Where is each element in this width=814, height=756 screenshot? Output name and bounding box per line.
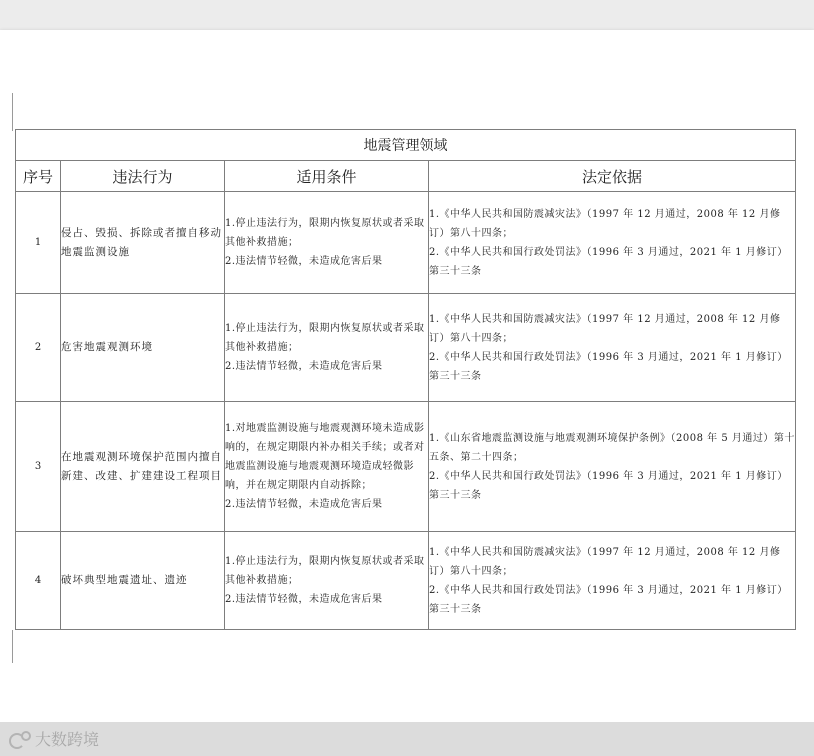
watermark-text: 大数跨境 [35, 730, 100, 749]
condition-line: 1.停止违法行为，限期内恢复原状或者采取其他补救措施； [225, 218, 425, 248]
row-violation: 侵占、毁损、拆除或者擅自移动地震监测设施 [61, 192, 225, 294]
row-violation: 在地震观测环境保护范围内擅自新建、改建、扩建建设工程项目 [61, 402, 225, 532]
header-condition: 适用条件 [225, 161, 429, 192]
header-basis: 法定依据 [429, 161, 796, 192]
row-violation: 破坏典型地震遗址、遗迹 [61, 532, 225, 630]
row-condition [225, 192, 429, 294]
condition-line: 1.停止违法行为，限期内恢复原状或者采取其他补救措施； [225, 323, 425, 353]
margin-mark-top [12, 93, 13, 131]
condition-line: 1.停止违法行为，限期内恢复原状或者采取其他补救措施； [225, 556, 425, 586]
header-violation: 违法行为 [61, 161, 225, 192]
condition-line: 2.违法情节轻微，未造成危害后果 [225, 256, 383, 267]
earthquake-table [15, 129, 796, 630]
table-row [16, 294, 796, 402]
row-condition [225, 402, 429, 532]
table-row [16, 402, 796, 532]
basis-line: 1.《中华人民共和国防震减灾法》（1997 年 12 月通过，2008 年 12 月修订）第八十四条； [429, 208, 781, 239]
brand-logo-icon [9, 731, 31, 747]
row-basis [429, 294, 796, 402]
basis-line: 1.《中华人民共和国防震减灾法》（1997 年 12 月通过，2008 年 12 月修订）第八十四条； [429, 546, 781, 577]
header-number: 序号 [16, 161, 61, 192]
row-number: 4 [16, 532, 61, 630]
table-title: 地震管理领域 [16, 130, 796, 161]
condition-line: 2.违法情节轻微，未造成危害后果 [225, 594, 383, 605]
row-number: 2 [16, 294, 61, 402]
table-row [16, 192, 796, 294]
table-row [16, 532, 796, 630]
watermark [9, 727, 99, 750]
basis-line: 2.《中华人民共和国行政处罚法》（1996 年 3 月通过，2021 年 1 月修订）第三十三条 [429, 351, 788, 382]
row-number: 3 [16, 402, 61, 532]
viewer-top-band [0, 0, 814, 30]
table-title-row [16, 130, 796, 161]
basis-line: 1.《中华人民共和国防震减灾法》（1997 年 12 月通过，2008 年 12 月修订）第八十四条； [429, 313, 781, 344]
row-basis [429, 532, 796, 630]
condition-line: 1.对地震监测设施与地震观测环境未造成影响的，在规定期限内补办相关手续；或者对地震监测设施与地震观测环境造成轻微影响，并在规定期限内自动拆除； [225, 423, 425, 491]
row-violation: 危害地震观测环境 [61, 294, 225, 402]
condition-line: 2.违法情节轻微，未造成危害后果 [225, 499, 383, 510]
basis-line: 1.《山东省地震监测设施与地震观测环境保护条例》（2008 年 5 月通过）第十五条、第二十四条； [429, 432, 795, 463]
condition-line: 2.违法情节轻微，未造成危害后果 [225, 361, 383, 372]
row-condition [225, 532, 429, 630]
basis-line: 2.《中华人民共和国行政处罚法》（1996 年 3 月通过，2021 年 1 月修订）第三十三条 [429, 584, 788, 615]
row-basis [429, 402, 796, 532]
row-number: 1 [16, 192, 61, 294]
row-basis [429, 192, 796, 294]
row-condition [225, 294, 429, 402]
basis-line: 2.《中华人民共和国行政处罚法》（1996 年 3 月通过，2021 年 1 月修订）第三十三条 [429, 246, 788, 277]
basis-line: 2.《中华人民共和国行政处罚法》（1996 年 3 月通过，2021 年 1 月修订）第三十三条 [429, 470, 788, 501]
margin-mark-bottom [12, 630, 13, 663]
viewer-bottom-band [0, 722, 814, 756]
table-header-row [16, 161, 796, 192]
